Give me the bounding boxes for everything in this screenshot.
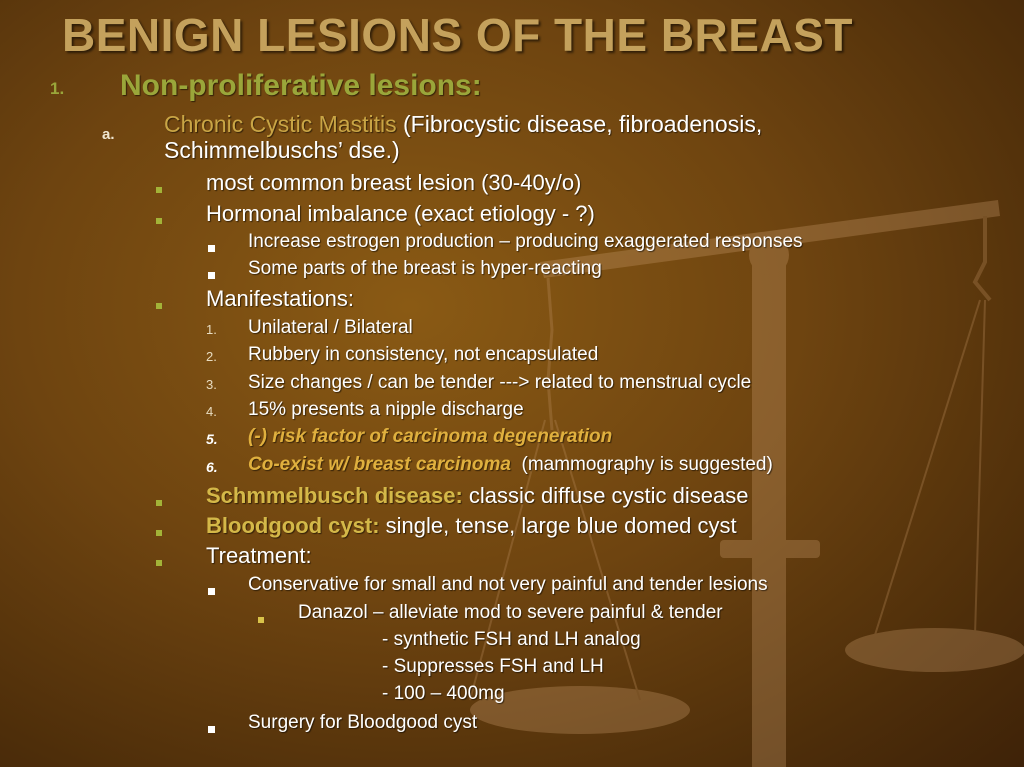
white-square-bullet-icon — [208, 582, 215, 600]
green-square-bullet-icon — [156, 493, 162, 511]
manifestation-item: Size changes / can be tender ---> related to menstrual cycle — [248, 372, 752, 393]
manifestation-item-coexist — [248, 454, 773, 476]
level2-rest: (Fibrocystic disease, fibroadenosis, — [396, 111, 763, 137]
bullet-hormonal: Hormonal imbalance (exact etiology - ?) — [206, 201, 595, 226]
bloodgood-label: Bloodgood cyst: — [206, 513, 380, 538]
level2-highlight: Chronic Cystic Mastitis — [164, 111, 397, 137]
white-square-bullet-icon — [208, 266, 215, 284]
green-square-bullet-icon — [156, 523, 162, 541]
manifestation-item-emphasis: (-) risk factor of carcinoma degeneration — [248, 426, 613, 447]
level1-number: 1. — [50, 79, 65, 98]
coexist-text: Co-exist w/ breast carcinoma — [248, 454, 511, 475]
manifestation-number: 4. — [206, 404, 217, 419]
green-square-bullet-icon — [156, 211, 162, 229]
green-square-bullet-icon — [156, 180, 162, 198]
schmmelbusch-label: Schmmelbusch disease: — [206, 483, 463, 508]
yellow-square-bullet-icon — [258, 610, 264, 628]
level2-heading — [164, 111, 762, 138]
bullet-manifestations: Manifestations: — [206, 286, 354, 311]
treatment-surgery: Surgery for Bloodgood cyst — [248, 712, 478, 733]
manifestation-number: 1. — [206, 322, 217, 337]
treatment-danazol: Danazol – alleviate mod to severe painful & tender — [298, 602, 723, 623]
manifestation-item: 15% presents a nipple discharge — [248, 399, 524, 420]
manifestation-number: 5. — [206, 431, 218, 447]
treatment-conservative: Conservative for small and not very painful and tender lesions — [248, 574, 768, 595]
coexist-note: (mammography is suggested) — [521, 454, 773, 475]
bloodgood-text: single, tense, large blue domed cyst — [379, 513, 737, 538]
bullet-most-common: most common breast lesion (30-40y/o) — [206, 170, 582, 195]
bullet-bloodgood — [206, 513, 737, 539]
danazol-detail: - Suppresses FSH and LH — [382, 656, 604, 677]
manifestation-number: 2. — [206, 349, 217, 364]
manifestation-number: 3. — [206, 377, 217, 392]
manifestation-number: 6. — [206, 459, 218, 475]
white-square-bullet-icon — [208, 720, 215, 738]
schmmelbusch-text: classic diffuse cystic disease — [462, 483, 749, 508]
hormonal-sub-item: Increase estrogen production – producing exaggerated responses — [248, 231, 803, 252]
manifestation-item: Rubbery in consistency, not encapsulated — [248, 344, 599, 365]
manifestation-item: Unilateral / Bilateral — [248, 317, 413, 338]
green-square-bullet-icon — [156, 296, 162, 314]
level2-continuation: Schimmelbuschs’ dse.) — [164, 137, 400, 163]
slide-title: BENIGN LESIONS OF THE BREAST — [62, 9, 853, 61]
level1-heading: Non-proliferative lesions: — [120, 69, 482, 102]
bullet-schmmelbusch — [206, 483, 749, 509]
white-square-bullet-icon — [208, 239, 215, 257]
green-square-bullet-icon — [156, 553, 162, 571]
level2-letter: a. — [102, 126, 115, 143]
bullet-treatment: Treatment: — [206, 543, 312, 568]
hormonal-sub-item: Some parts of the breast is hyper-reacting — [248, 258, 602, 279]
danazol-detail: - synthetic FSH and LH analog — [382, 629, 641, 650]
danazol-detail: - 100 – 400mg — [382, 683, 505, 704]
